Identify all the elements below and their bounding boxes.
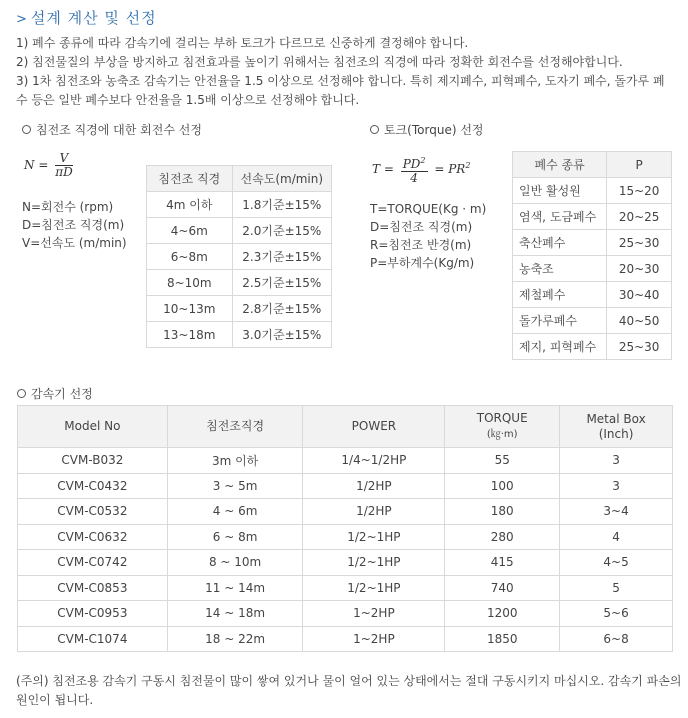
reducer-section-heading: 감속기 선정 xyxy=(17,385,93,402)
legend-item: D=침전조 직경(m) xyxy=(22,218,125,232)
table-row: 돌가루폐수 40~50 xyxy=(513,308,672,334)
table-row: CVM-C0632 6 ~ 8m 1/2~1HP 280 4 xyxy=(18,524,673,550)
table-row: 6~8m 2.3기준±15% xyxy=(147,244,332,270)
circle-bullet-icon xyxy=(17,389,26,398)
table-header: 침전조 직경 xyxy=(147,166,233,192)
table-row: 13~18m 3.0기준±15% xyxy=(147,322,332,348)
legend-item: T=TORQUE(Kg · m) xyxy=(370,202,487,216)
table-row: CVM-C1074 18 ~ 22m 1~2HP 1850 6~8 xyxy=(18,626,673,652)
table-row: 일반 활성원 15~20 xyxy=(513,178,672,204)
speed-table xyxy=(146,165,332,348)
legend-item: R=침전조 반경(m) xyxy=(370,238,472,252)
legend-item: N=회전수 (rpm) xyxy=(22,200,114,214)
table-row: 제철폐수 30~40 xyxy=(513,282,672,308)
table-header: 선속도(m/min) xyxy=(232,166,331,192)
chevron-right-icon: > xyxy=(16,12,28,27)
torque-legend xyxy=(370,200,486,272)
note-item: 2) 침전물질의 부상을 방지하고 침전효과를 높이기 위해서는 침전조의 직경에 따라 정확한 회전수를 선정해야합니다. xyxy=(16,55,623,69)
table-header: Metal Box (Inch) xyxy=(560,406,673,448)
table-header: TORQUE (㎏·m) xyxy=(445,406,560,448)
legend-item: D=침전조 직경(m) xyxy=(370,220,473,234)
table-row: CVM-B032 3m 이하 1/4~1/2HP 55 3 xyxy=(18,448,673,474)
page-title: > 설계 계산 및 선정 xyxy=(16,9,157,27)
table-header: 침전조직경 xyxy=(167,406,303,448)
table-row: 8~10m 2.5기준±15% xyxy=(147,270,332,296)
table-row: 축산폐수 25~30 xyxy=(513,230,672,256)
torque-formula: T = $\frac{PD^2}{4}$ = $PR^2$ xyxy=(372,156,471,185)
speed-legend xyxy=(22,198,127,252)
table-row: CVM-C0532 4 ~ 6m 1/2HP 180 3~4 xyxy=(18,499,673,525)
table-header: Model No xyxy=(18,406,168,448)
table-header: 폐수 종류 xyxy=(513,152,607,178)
circle-bullet-icon xyxy=(22,125,31,134)
design-notes xyxy=(16,34,676,110)
speed-formula: N = $\frac{V}{\pi D}$ xyxy=(24,151,73,179)
legend-item: P=부하계수(Kg/m) xyxy=(370,256,475,270)
legend-item: V=선속도 (m/min) xyxy=(22,236,127,250)
table-row: 4m 이하 1.8기준±15% xyxy=(147,192,332,218)
table-row: 제지, 피혁폐수 25~30 xyxy=(513,334,672,360)
table-header: POWER xyxy=(303,406,445,448)
table-row: 10~13m 2.8기준±15% xyxy=(147,296,332,322)
table-row: 4~6m 2.0기준±15% xyxy=(147,218,332,244)
note-item: 1) 폐수 종류에 따라 감속기에 걸리는 부하 토크가 다르므로 신중하게 결정해야 합니다. xyxy=(16,36,469,50)
table-row: 염색, 도금폐수 20~25 xyxy=(513,204,672,230)
speed-section-heading: 침전조 직경에 대한 회전수 선정 xyxy=(22,121,202,138)
table-row: CVM-C0742 8 ~ 10m 1/2~1HP 415 4~5 xyxy=(18,550,673,576)
reducer-table xyxy=(17,405,673,652)
load-factor-table xyxy=(512,151,672,360)
table-row: CVM-C0432 3 ~ 5m 1/2HP 100 3 xyxy=(18,473,673,499)
table-header: P xyxy=(607,152,672,178)
torque-section-heading: 토크(Torque) 선정 xyxy=(370,121,484,138)
circle-bullet-icon xyxy=(370,125,379,134)
table-row: 농축조 20~30 xyxy=(513,256,672,282)
table-row: CVM-C0853 11 ~ 14m 1/2~1HP 740 5 xyxy=(18,575,673,601)
table-row: CVM-C0953 14 ~ 18m 1~2HP 1200 5~6 xyxy=(18,601,673,627)
caution-note: (주의) 침전조용 감속기 구동시 침전물이 많이 쌓여 있거나 물이 얼어 있는 상태에서는 절대 구동시키지 마십시오. 감속기 파손의 원인이 됩니다. xyxy=(16,674,682,707)
note-item: 3) 1차 침전조와 농축조 감속기는 안전율을 1.5 이상으로 선정해야 합니다. 특히 제지폐수, 피혁폐수, 도자기 폐수, 돌가루 폐수 등은 일반 폐수보다 안전율을 1.5배 이상으로 선정해야 합니다. xyxy=(16,74,665,107)
